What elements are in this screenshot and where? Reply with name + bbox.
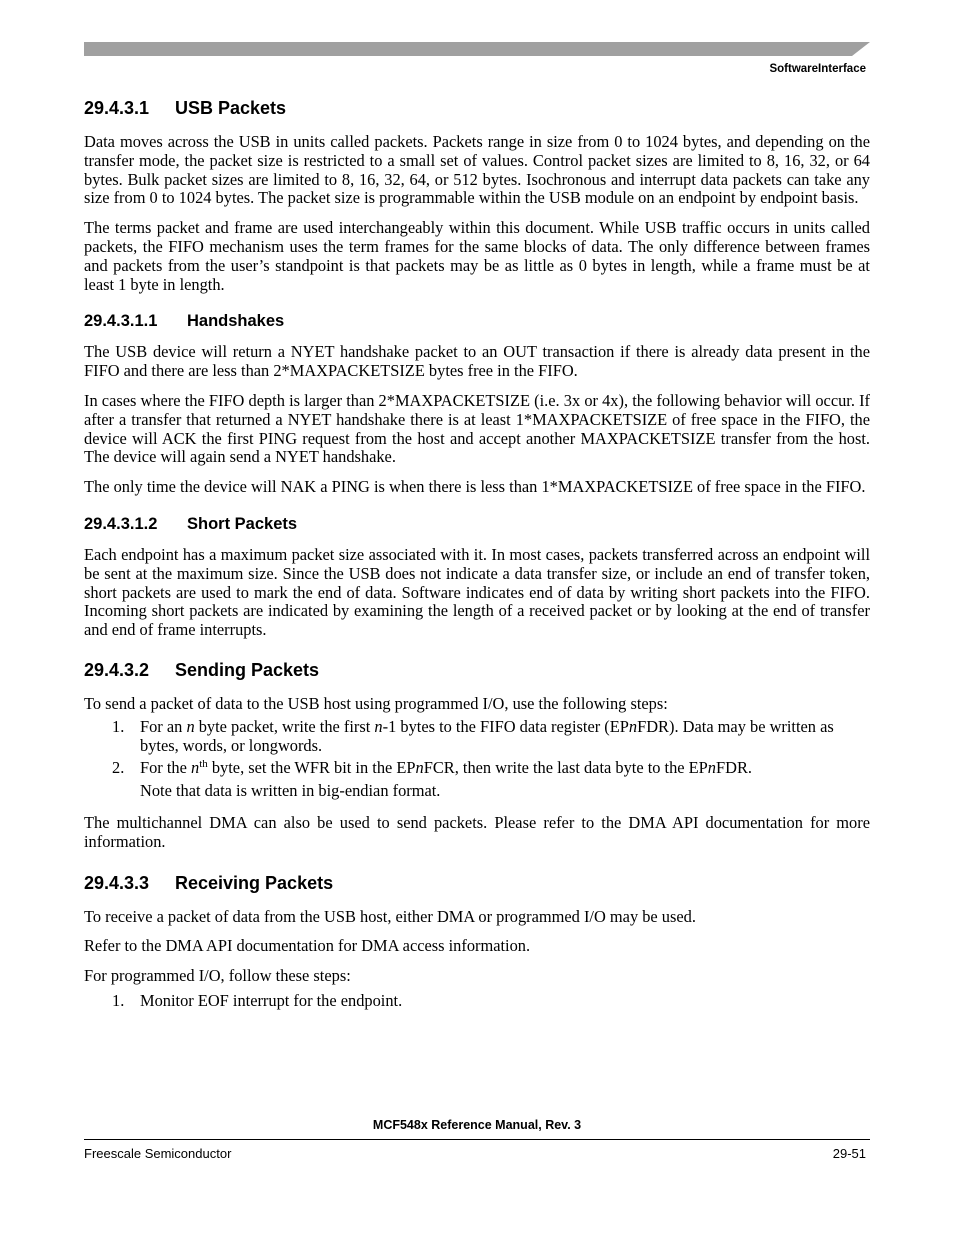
section-title: USB Packets	[175, 98, 287, 118]
paragraph: To receive a packet of data from the USB host, either DMA or programmed I/O may be used.	[84, 906, 696, 926]
steps-list	[84, 992, 870, 1011]
list-item: 1. For an n byte packet, write the first n-1 bytes to the FIFO data register (EPnFDR). Data may be written as bytes, words, or longwords.	[112, 716, 834, 755]
section-heading-sending-packets	[84, 660, 870, 681]
running-header: SoftwareInterface	[769, 63, 866, 75]
steps-list	[84, 718, 870, 801]
section-number: 29.4.3.1.1	[84, 312, 158, 331]
section-number: 29.4.3.1.2	[84, 514, 158, 533]
section-heading-usb-packets	[84, 98, 870, 119]
section-heading-handshakes	[84, 312, 870, 331]
header-bar	[84, 42, 870, 56]
section-heading-short-packets	[84, 515, 870, 534]
section-title: Handshakes	[187, 312, 285, 331]
paragraph: In cases where the FIFO depth is larger than 2*MAXPACKETSIZE (i.e. 3x or 4x), the following behavior will occur. If after a transfer that returned a NYET handshake there is at least 1*MAXPACKETSIZE of free space in the FIFO, the device will ACK the first PING request from the host and accept another MAXPACKETSIZE transfer from the host. The device will again send a NYET handshake.	[84, 390, 870, 467]
paragraph: Data moves across the USB in units called packets. Packets range in size from 0 to 1024 bytes, and depending on the transfer mode, the packet size is restricted to a small set of values. Control packet sizes are limited to 8, 16, 32, or 64 bytes. Bulk packet sizes are limited to 8, 16, 32, 64, or 512 bytes. Isochronous and interrupt data packets can take any size from 0 to 1024 bytes. The packet size is programmable within the USB module on an endpoint by endpoint basis.	[84, 132, 870, 208]
list-item: 1. Monitor EOF interrupt for the endpoint.	[112, 990, 403, 1010]
paragraph: The terms packet and frame are used interchangeably within this document. While USB traffic occurs in units called packets, the FIFO mechanism uses the term frames for the same blocks of data. The only difference between frames and packets from the user’s standpoint is that packets may be as little as 0 bytes in length, while a frame must be at least 1 byte in length.	[84, 218, 870, 294]
section-title: Short Packets	[187, 514, 298, 533]
list-number: 1.	[112, 990, 125, 1010]
paragraph: The USB device will return a NYET handshake packet to an OUT transaction if there is already data present in the FIFO and there are less than 2*MAXPACKETSIZE bytes free in the FIFO.	[84, 342, 870, 381]
paragraph: For programmed I/O, follow these steps:	[84, 966, 351, 986]
footer-divider	[84, 1139, 870, 1140]
list-number: 1.	[112, 716, 125, 736]
footer-company: Freescale Semiconductor	[84, 1146, 232, 1161]
section-number: 29.4.3.1	[84, 98, 150, 118]
section-number: 29.4.3.2	[84, 659, 150, 680]
footer-manual-title: MCF548x Reference Manual, Rev. 3	[372, 1118, 582, 1132]
main-content	[84, 96, 870, 1011]
list-item: 2. For the $n^{th}$ byte, set the WFR bit in the EPnFCR, then write the last data byte to the EPnFDR. Note that data is written in big-endian format.	[84, 759, 870, 801]
list-number: 2.	[112, 758, 125, 778]
paragraph: Refer to the DMA API documentation for DMA access information.	[84, 936, 531, 956]
paragraph: The multichannel DMA can also be used to send packets. Please refer to the DMA API documentation for more information.	[84, 812, 870, 851]
footer-page-number: 29-51	[832, 1146, 866, 1161]
section-title: Sending Packets	[175, 659, 320, 680]
paragraph: To send a packet of data to the USB host using programmed I/O, use the following steps:	[84, 693, 668, 713]
paragraph: Each endpoint has a maximum packet size associated with it. In most cases, packets transferred across an endpoint will be sent at the maximum size. Since the USB does not indicate a data transfer size, or include an end of transfer token, short packets are used to mark the end of data. Software indicates end of data by writing short packets into the FIFO. Incoming short packets are indicated by examining the length of a received packet or by looking at the end of transfer and end of frame interrupts.	[84, 544, 870, 640]
section-heading-receiving-packets	[84, 873, 870, 894]
paragraph: The only time the device will NAK a PING is when there is less than 1*MAXPACKETSIZE of free space in the FIFO.	[84, 477, 866, 497]
section-title: Receiving Packets	[175, 872, 334, 893]
section-number: 29.4.3.3	[84, 872, 150, 893]
list-item-note: Note that data is written in big-endian format.	[140, 781, 441, 801]
